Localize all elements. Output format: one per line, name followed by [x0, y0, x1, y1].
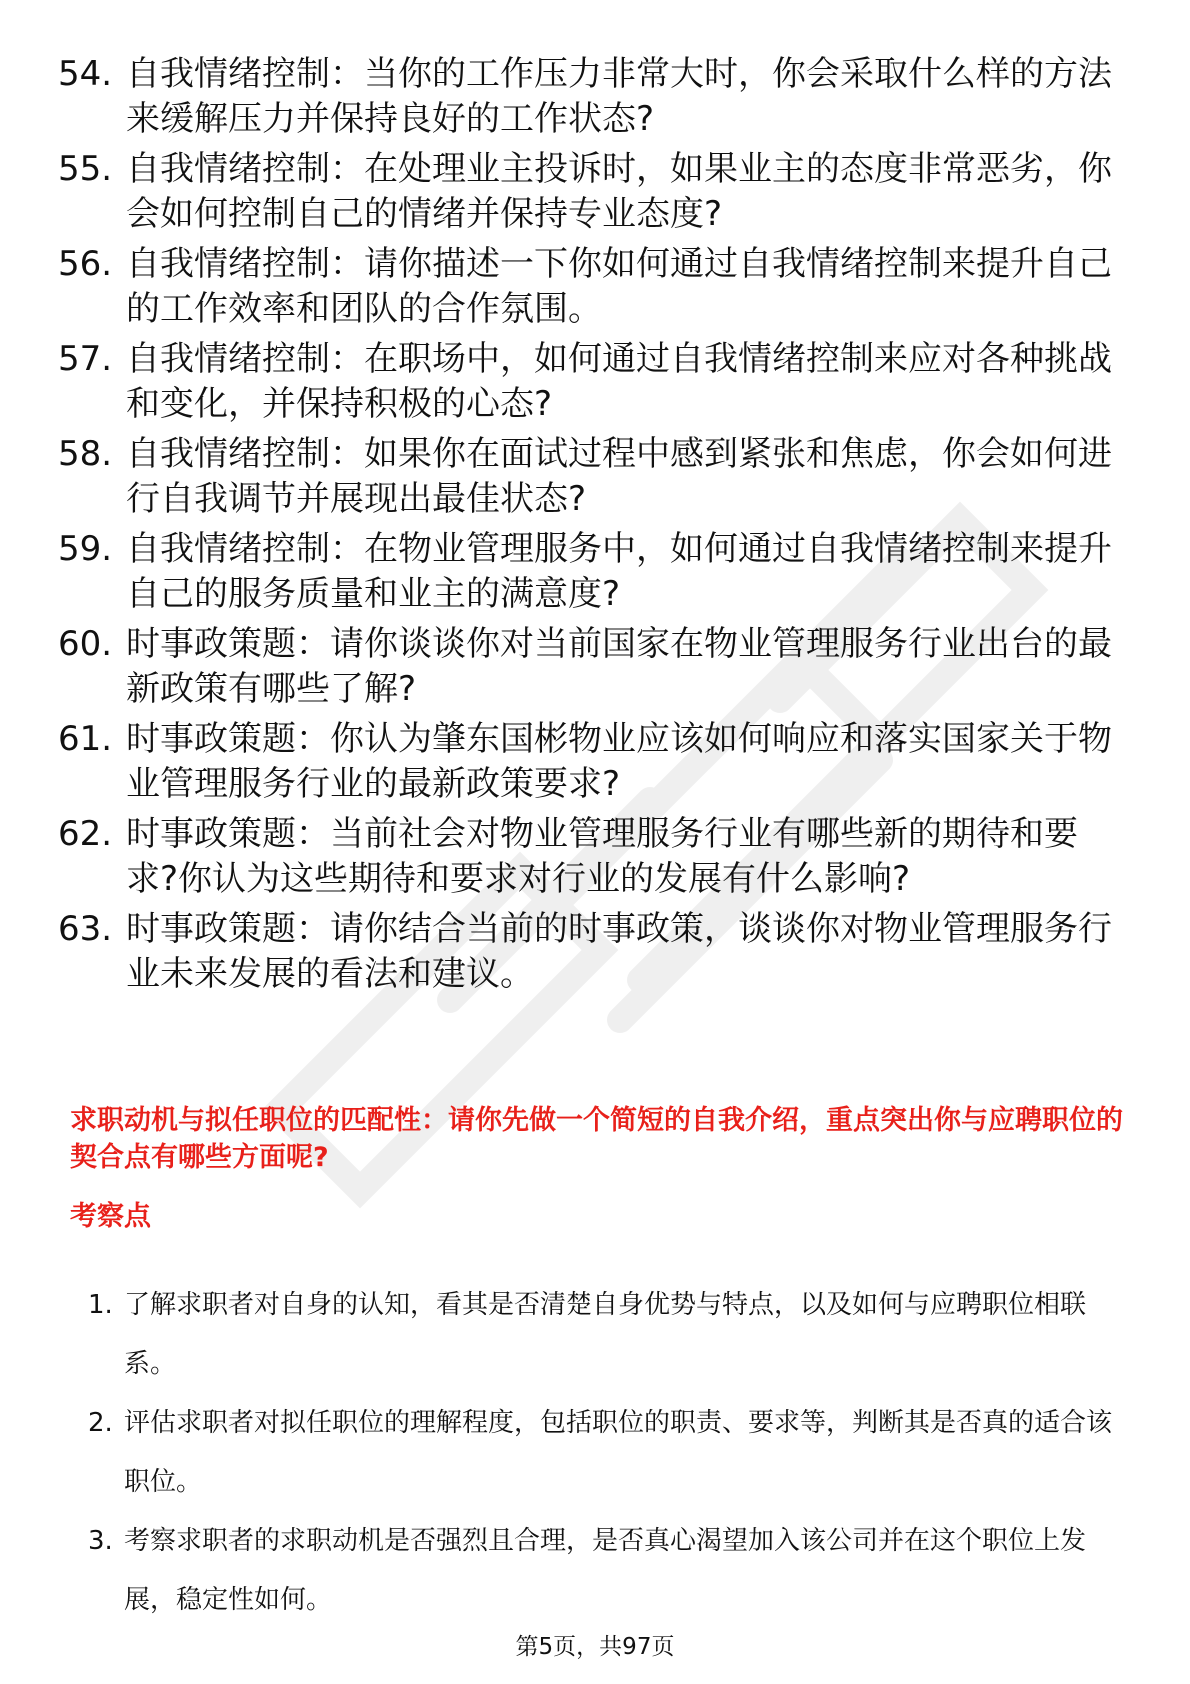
question-item [58, 242, 1128, 332]
question-number: 61. [58, 719, 113, 759]
page-footer: 第5页，共97页 [515, 1634, 675, 1660]
assessment-point [88, 1276, 1118, 1394]
question-text: 自我情绪控制：当你的工作压力非常大时，你会采取什么样的方法来缓解压力并保持良好的工作状态? [126, 54, 1112, 139]
question-number: 60. [58, 624, 113, 664]
question-number: 57. [58, 339, 113, 379]
question-item [58, 52, 1128, 142]
point-number: 3. [88, 1526, 113, 1556]
assessment-point [88, 1512, 1118, 1630]
highlight-question: 求职动机与拟任职位的匹配性：请你先做一个简短的自我介绍，重点突出你与应聘职位的契合点有哪些方面呢? [70, 1105, 1123, 1173]
question-item [58, 147, 1128, 237]
question-item [58, 812, 1128, 902]
assessment-point [88, 1394, 1118, 1512]
question-item [58, 337, 1128, 427]
question-number: 59. [58, 529, 113, 569]
question-text: 时事政策题：请你谈谈你对当前国家在物业管理服务行业出台的最新政策有哪些了解? [126, 624, 1112, 709]
question-text: 时事政策题：请你结合当前的时事政策，谈谈你对物业管理服务行业未来发展的看法和建议。 [126, 909, 1112, 994]
point-number: 2. [88, 1408, 113, 1438]
question-item [58, 907, 1128, 997]
question-text: 自我情绪控制：在职场中，如何通过自我情绪控制来应对各种挑战和变化，并保持积极的心态? [126, 339, 1112, 424]
question-text: 时事政策题：当前社会对物业管理服务行业有哪些新的期待和要求?你认为这些期待和要求对行业的发展有什么影响? [126, 814, 1078, 899]
question-number: 56. [58, 244, 113, 284]
question-text: 自我情绪控制：在物业管理服务中，如何通过自我情绪控制来提升自己的服务质量和业主的满意度? [126, 529, 1112, 614]
section-heading: 考察点 [70, 1201, 151, 1232]
question-number: 55. [58, 149, 113, 189]
question-item [58, 622, 1128, 712]
question-text: 时事政策题：你认为肇东国彬物业应该如何响应和落实国家关于物业管理服务行业的最新政策要求? [126, 719, 1112, 804]
question-item [58, 432, 1128, 522]
question-number: 58. [58, 434, 113, 474]
point-text: 了解求职者对自身的认知，看其是否清楚自身优势与特点，以及如何与应聘职位相联系。 [124, 1290, 1087, 1379]
question-text: 自我情绪控制：在处理业主投诉时，如果业主的态度非常恶劣，你会如何控制自己的情绪并保持专业态度? [126, 149, 1112, 234]
question-number: 63. [58, 909, 113, 949]
question-number: 62. [58, 814, 113, 854]
question-item [58, 717, 1128, 807]
point-number: 1. [88, 1290, 113, 1320]
question-text: 自我情绪控制：如果你在面试过程中感到紧张和焦虑，你会如何进行自我调节并展现出最佳状态? [126, 434, 1112, 519]
point-text: 考察求职者的求职动机是否强烈且合理，是否真心渴望加入该公司并在这个职位上发展，稳定性如何。 [124, 1526, 1087, 1615]
question-number: 54. [58, 54, 113, 94]
question-item [58, 527, 1128, 617]
question-text: 自我情绪控制：请你描述一下你如何通过自我情绪控制来提升自己的工作效率和团队的合作氛围。 [126, 244, 1112, 329]
point-text: 评估求职者对拟任职位的理解程度，包括职位的职责、要求等，判断其是否真的适合该职位。 [124, 1408, 1113, 1497]
